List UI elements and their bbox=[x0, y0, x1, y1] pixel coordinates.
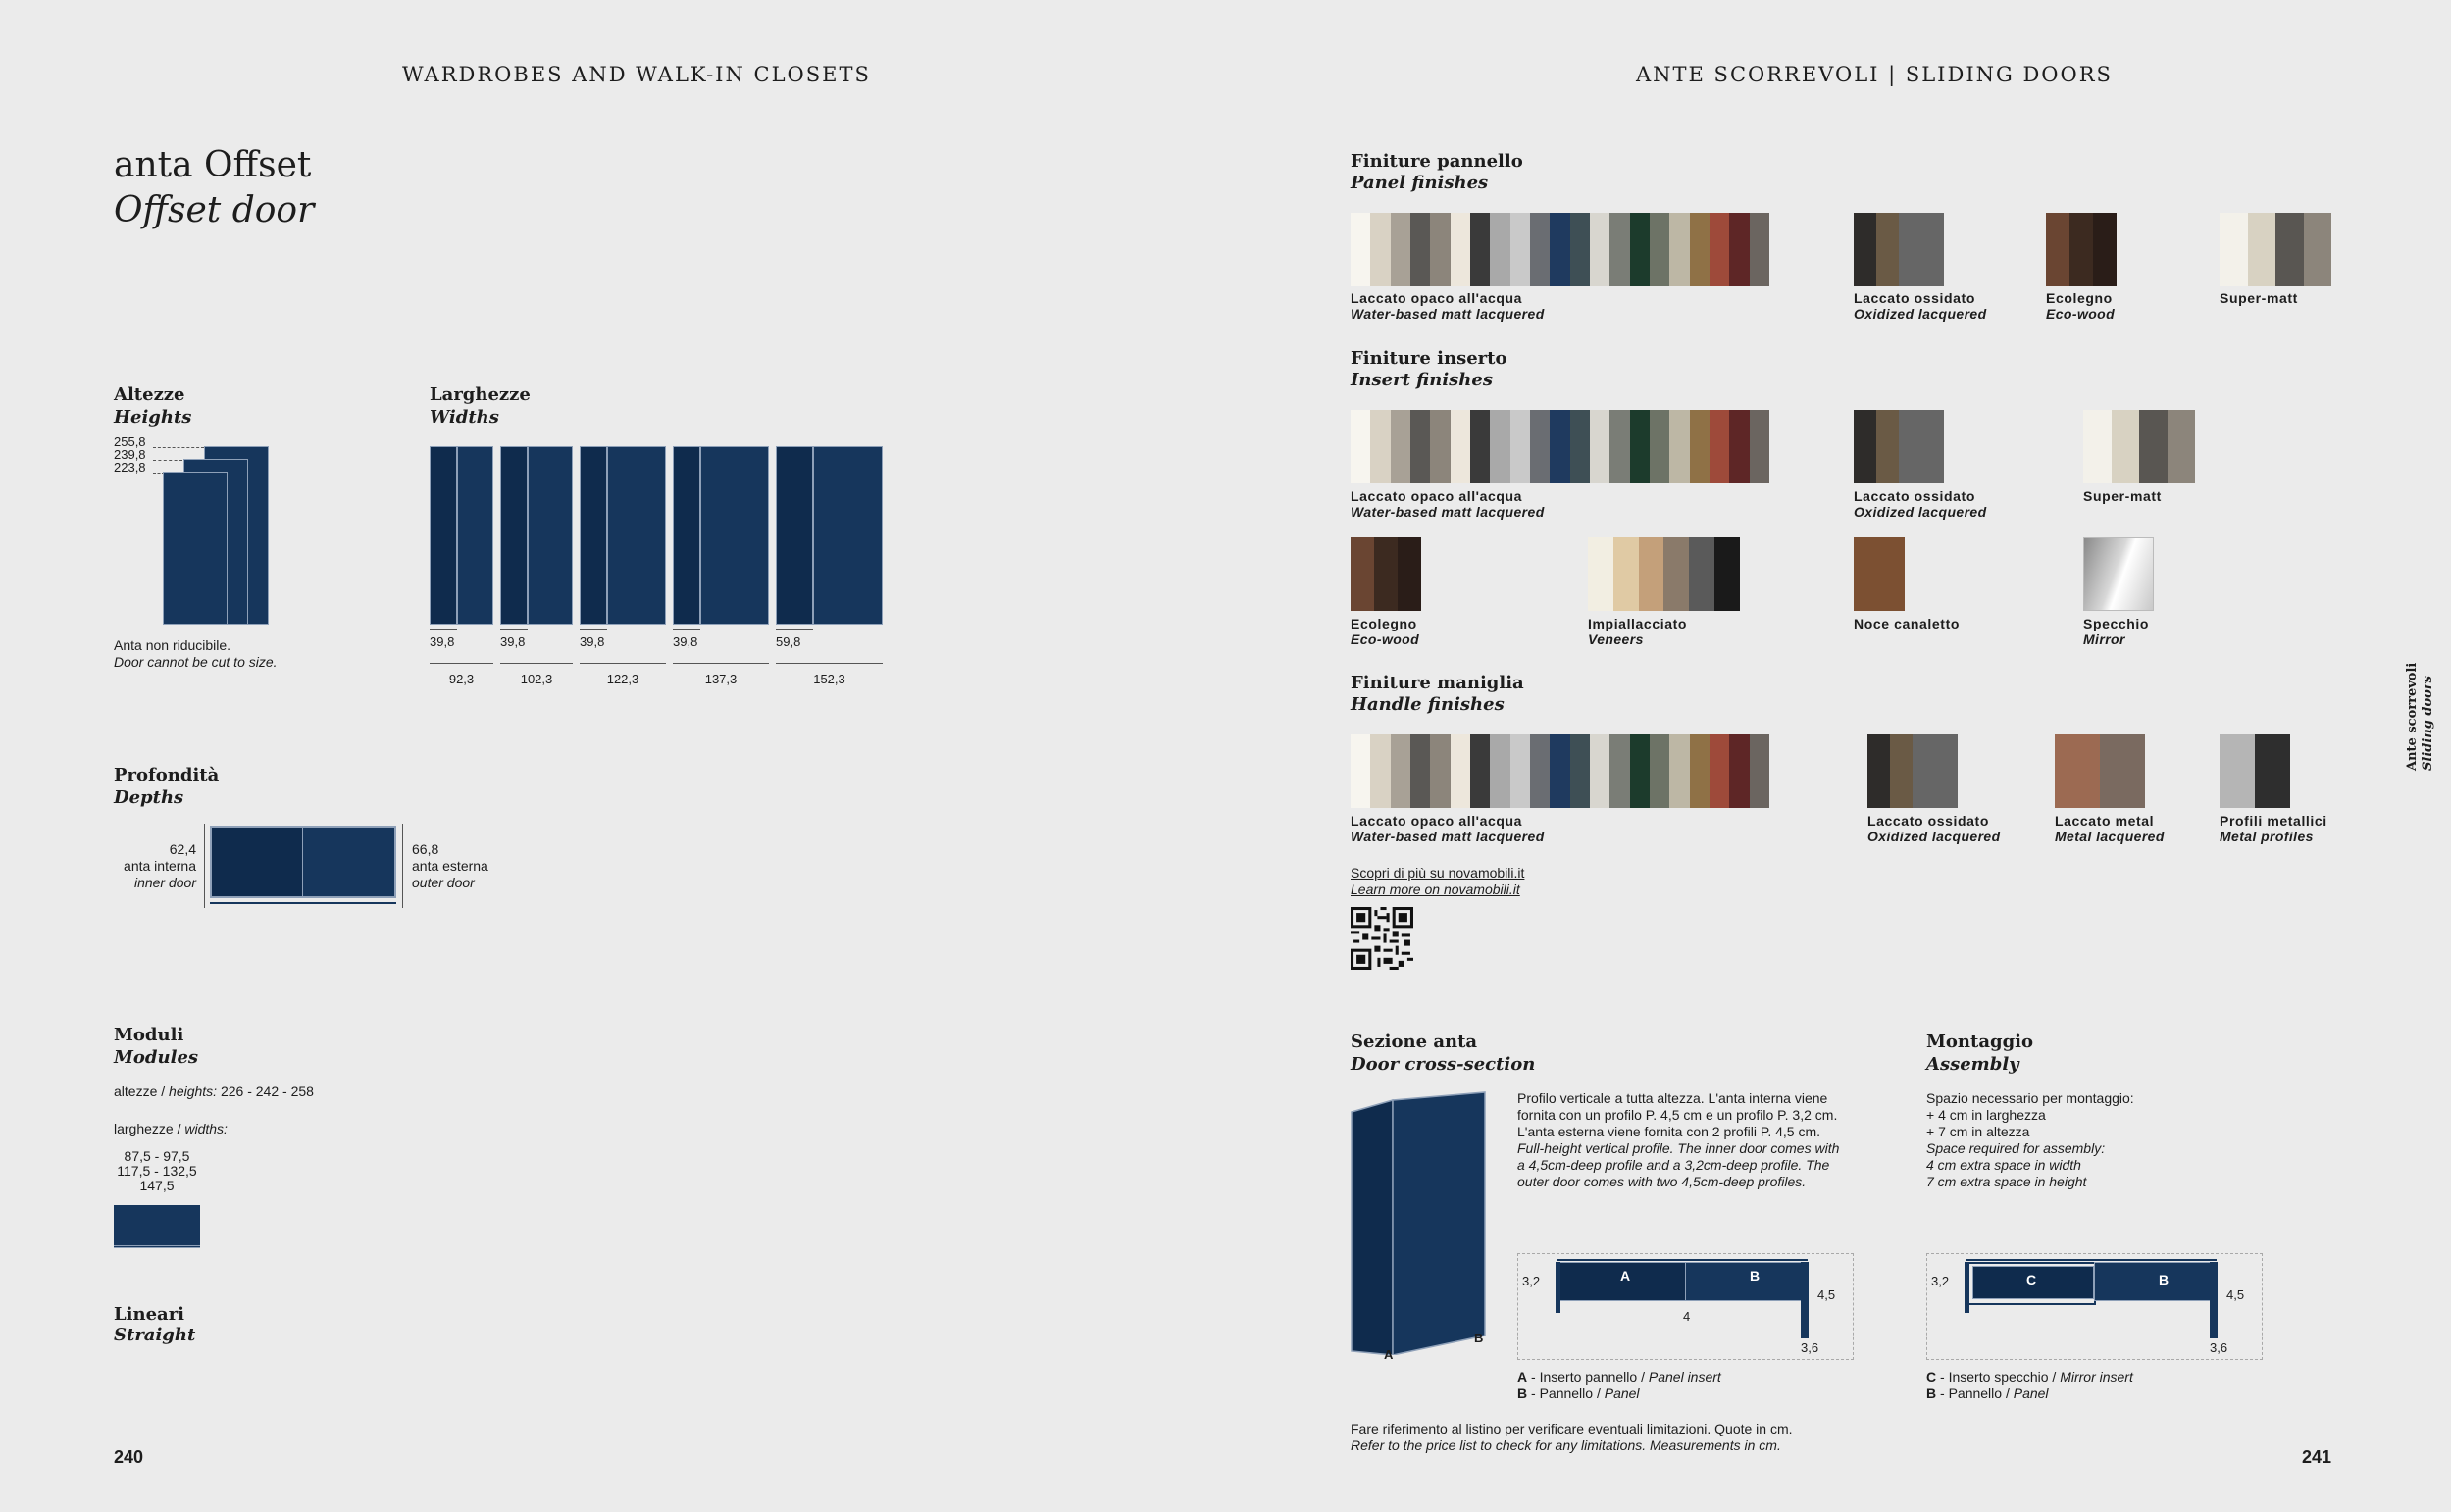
color-swatch bbox=[1710, 734, 1729, 808]
door-height-223 bbox=[163, 472, 228, 625]
color-swatch bbox=[1430, 410, 1450, 483]
swatches-supermatt bbox=[2220, 213, 2331, 286]
assembly-legend bbox=[1926, 1369, 2133, 1402]
color-swatch bbox=[1550, 410, 1569, 483]
color-swatch bbox=[1899, 213, 1921, 286]
assembly-line: Space required for assembly: bbox=[1926, 1140, 2106, 1156]
depths-label: Profondità bbox=[114, 765, 220, 785]
straight-label: Lineari bbox=[114, 1304, 185, 1325]
swatches-lacquer bbox=[1351, 410, 1769, 483]
color-swatch bbox=[1669, 213, 1689, 286]
finish-label: Super-matt bbox=[2083, 488, 2162, 504]
color-swatch bbox=[1590, 213, 1609, 286]
section-desc-en: Full-height vertical profile. The inner door comes with a 4,5cm-deep profile and a 3,2cm-deep profile. The outer door comes with two 4,5cm-deep profiles. bbox=[1517, 1140, 1840, 1189]
panel-label: Finiture pannello bbox=[1351, 151, 1523, 172]
depth-profile bbox=[210, 900, 396, 904]
heights-note bbox=[114, 637, 278, 671]
module-width: 117,5 - 132,5 bbox=[117, 1163, 197, 1179]
swatches-lacquer bbox=[1351, 734, 1769, 808]
color-swatch bbox=[1854, 537, 1905, 611]
outer-width: 122,3 bbox=[580, 663, 666, 686]
letter-a: A bbox=[1384, 1347, 1394, 1362]
side-label-en: Sliding doors bbox=[2421, 676, 2435, 771]
color-swatch bbox=[1663, 537, 1689, 611]
depth-inner bbox=[98, 841, 196, 891]
modules-width-values bbox=[108, 1149, 206, 1193]
plan-letter-c: C bbox=[2026, 1272, 2037, 1287]
color-swatch bbox=[1935, 734, 1958, 808]
color-swatch bbox=[1490, 410, 1509, 483]
finish-label: Specchio Mirror bbox=[2083, 616, 2150, 647]
color-swatch bbox=[1374, 537, 1398, 611]
assembly-text bbox=[1926, 1090, 2134, 1190]
depth-door-block bbox=[210, 826, 396, 898]
door-cross-section-drawing bbox=[1350, 1090, 1487, 1355]
section-legend bbox=[1517, 1369, 1721, 1402]
color-swatch bbox=[1391, 213, 1410, 286]
depth-outer-en: outer door bbox=[412, 875, 475, 890]
assembly-line: + 4 cm in larghezza bbox=[1926, 1107, 2046, 1123]
footer-en: Refer to the price list to check for any limitations. Measurements in cm. bbox=[1351, 1437, 1781, 1453]
color-swatch bbox=[1351, 734, 1370, 808]
color-swatch bbox=[1530, 410, 1550, 483]
legend-en: Panel bbox=[1604, 1386, 1640, 1401]
modules-widths-en: widths: bbox=[184, 1121, 228, 1136]
swatches-profiles bbox=[2220, 734, 2290, 808]
plan-panel-b bbox=[2094, 1262, 2212, 1301]
height-guide bbox=[153, 447, 204, 448]
straight-label-en: Straight bbox=[114, 1325, 196, 1345]
color-swatch bbox=[1609, 213, 1629, 286]
color-swatch bbox=[1650, 213, 1669, 286]
color-swatch bbox=[1490, 734, 1509, 808]
module-width: 87,5 - 97,5 bbox=[124, 1148, 190, 1164]
qr-code-icon[interactable] bbox=[1351, 907, 1413, 970]
color-swatch bbox=[1470, 410, 1490, 483]
footer-note bbox=[1351, 1421, 1793, 1454]
color-swatch bbox=[2275, 213, 2304, 286]
color-swatch bbox=[2220, 734, 2255, 808]
color-swatch bbox=[1890, 734, 1913, 808]
color-swatch bbox=[2112, 410, 2140, 483]
color-swatch bbox=[1876, 410, 1899, 483]
color-swatch bbox=[2083, 410, 2112, 483]
color-swatch bbox=[1451, 410, 1470, 483]
finish-label: Laccato opaco all'acqua Water-based matt lacquered bbox=[1351, 290, 1545, 322]
page-number-left: 240 bbox=[114, 1447, 144, 1467]
legend-it: - Pannello / bbox=[1936, 1386, 2014, 1401]
finish-label: Profili metallici Metal profiles bbox=[2220, 813, 2327, 844]
finish-label: Laccato metal Metal lacquered bbox=[2055, 813, 2165, 844]
finish-label: Ecolegno Eco-wood bbox=[2046, 290, 2116, 322]
finish-label: Laccato ossidato Oxidized lacquered bbox=[1867, 813, 2001, 844]
color-swatch bbox=[1690, 734, 1710, 808]
heights-label: Altezze bbox=[114, 384, 185, 405]
plan-panel-b bbox=[1685, 1262, 1803, 1301]
color-swatch bbox=[1550, 734, 1569, 808]
color-swatch bbox=[1690, 213, 1710, 286]
color-swatch bbox=[1588, 537, 1613, 611]
color-swatch bbox=[1410, 213, 1430, 286]
color-swatch bbox=[1351, 537, 1374, 611]
finish-label: Super-matt bbox=[2220, 290, 2298, 306]
modules-label-en: Modules bbox=[114, 1047, 199, 1068]
assembly-line: 4 cm extra space in width bbox=[1926, 1157, 2081, 1173]
heights-label-en: Heights bbox=[114, 407, 192, 428]
modules-widths bbox=[114, 1121, 228, 1137]
color-swatch bbox=[1729, 734, 1749, 808]
module-width: 147,5 bbox=[139, 1178, 175, 1193]
color-swatch bbox=[1410, 410, 1430, 483]
link-italian[interactable]: Scopri di più su novamobili.it bbox=[1351, 865, 1525, 881]
outer-width: 137,3 bbox=[673, 663, 769, 686]
legend-it: - Inserto pannello / bbox=[1527, 1369, 1649, 1385]
color-swatch bbox=[2046, 213, 2069, 286]
title-english: Offset door bbox=[114, 190, 315, 230]
plan-letter-a: A bbox=[1620, 1268, 1631, 1284]
module-plan-icon bbox=[114, 1205, 200, 1248]
color-swatch bbox=[1510, 410, 1530, 483]
widths-label: Larghezze bbox=[430, 384, 531, 405]
color-swatch bbox=[1398, 537, 1421, 611]
modules-widths-it: larghezze / bbox=[114, 1121, 185, 1136]
assembly-line: 7 cm extra space in height bbox=[1926, 1174, 2087, 1189]
color-swatch bbox=[2100, 734, 2145, 808]
dim-right: 4,5 bbox=[1817, 1287, 1836, 1302]
plan-left-profile bbox=[1965, 1262, 1969, 1313]
dim-left: 3,2 bbox=[1931, 1274, 1950, 1288]
depth-outer bbox=[412, 841, 488, 891]
color-swatch bbox=[1710, 410, 1729, 483]
swatches-metal bbox=[2055, 734, 2145, 808]
modules-label: Moduli bbox=[114, 1025, 184, 1045]
legend-en: Panel bbox=[2013, 1386, 2049, 1401]
finish-label: Ecolegno Eco-wood bbox=[1351, 616, 1420, 647]
color-swatch bbox=[1530, 734, 1550, 808]
outer-width: 92,3 bbox=[430, 663, 493, 686]
color-swatch bbox=[2055, 734, 2100, 808]
outer-width: 152,3 bbox=[776, 663, 883, 686]
color-swatch bbox=[1609, 734, 1629, 808]
color-swatch bbox=[1729, 410, 1749, 483]
color-swatch bbox=[1570, 410, 1590, 483]
color-swatch bbox=[1430, 213, 1450, 286]
legend-it: - Pannello / bbox=[1527, 1386, 1605, 1401]
color-swatch bbox=[1550, 213, 1569, 286]
swatches-veneers bbox=[1588, 537, 1740, 611]
color-swatch bbox=[1609, 410, 1629, 483]
color-swatch bbox=[1729, 213, 1749, 286]
color-swatch bbox=[1913, 734, 1935, 808]
section-plan-box bbox=[1517, 1253, 1854, 1360]
swatches-supermatt bbox=[2083, 410, 2195, 483]
width-door-152 bbox=[776, 446, 883, 625]
inner-width: 39,8 bbox=[673, 629, 700, 649]
depth-outer-value: 66,8 bbox=[412, 841, 439, 857]
color-swatch bbox=[1590, 410, 1609, 483]
color-swatch bbox=[1650, 410, 1669, 483]
side-label-it: Ante scorrevoli bbox=[2405, 662, 2420, 771]
depth-inner-value: 62,4 bbox=[169, 841, 196, 857]
swatches-ecowood bbox=[1351, 537, 1421, 611]
color-swatch bbox=[1510, 734, 1530, 808]
height-value: 223,8 bbox=[114, 460, 146, 475]
assembly-label: Montaggio bbox=[1926, 1032, 2034, 1052]
plan-left-profile bbox=[1556, 1262, 1560, 1313]
color-swatch bbox=[1410, 734, 1430, 808]
handle-label-en: Handle finishes bbox=[1351, 694, 1505, 715]
note-italian: Anta non riducibile. bbox=[114, 637, 231, 653]
dim-left: 3,2 bbox=[1522, 1274, 1541, 1288]
note-english: Door cannot be cut to size. bbox=[114, 654, 278, 670]
color-swatch bbox=[1470, 734, 1490, 808]
width-door-137 bbox=[673, 446, 769, 625]
modules-heights bbox=[114, 1084, 314, 1100]
color-swatch bbox=[2168, 410, 2196, 483]
color-swatch bbox=[1570, 213, 1590, 286]
color-swatch bbox=[2255, 734, 2290, 808]
color-swatch bbox=[1370, 734, 1390, 808]
color-swatch bbox=[1714, 537, 1740, 611]
insert-label-en: Insert finishes bbox=[1351, 370, 1493, 390]
color-swatch bbox=[1867, 734, 1890, 808]
depth-inner-en: inner door bbox=[133, 875, 196, 890]
color-swatch bbox=[2093, 213, 2117, 286]
right-running-header: ANTE SCORREVOLI | SLIDING DOORS bbox=[1636, 63, 2113, 86]
website-link[interactable] bbox=[1351, 865, 1524, 898]
modules-heights-it: altezze / bbox=[114, 1084, 170, 1099]
color-swatch bbox=[1750, 410, 1769, 483]
left-running-header: WARDROBES AND WALK-IN CLOSETS bbox=[402, 63, 871, 86]
width-door-122 bbox=[580, 446, 666, 625]
inner-width: 39,8 bbox=[500, 629, 528, 649]
color-swatch bbox=[2304, 213, 2332, 286]
legend-key: B bbox=[1926, 1386, 1937, 1401]
color-swatch bbox=[1451, 213, 1470, 286]
color-swatch bbox=[2220, 213, 2248, 286]
color-swatch bbox=[1451, 734, 1470, 808]
side-tab bbox=[2405, 662, 2435, 771]
assembly-line: + 7 cm in altezza bbox=[1926, 1124, 2030, 1139]
finish-label: Laccato opaco all'acqua Water-based matt lacquered bbox=[1351, 488, 1545, 520]
width-door-102 bbox=[500, 446, 573, 625]
insert-label: Finiture inserto bbox=[1351, 348, 1507, 369]
plan-letter-b: B bbox=[1750, 1268, 1761, 1284]
widths-label-en: Widths bbox=[430, 407, 499, 428]
color-swatch bbox=[1639, 537, 1664, 611]
swatches-lacquer bbox=[1351, 213, 1769, 286]
color-swatch bbox=[1351, 213, 1370, 286]
legend-key: A bbox=[1517, 1369, 1528, 1385]
swatches-ecowood bbox=[2046, 213, 2117, 286]
plan-letter-b: B bbox=[2159, 1272, 2170, 1287]
dim-gap: 4 bbox=[1683, 1309, 1691, 1324]
color-swatch bbox=[2139, 410, 2168, 483]
finish-label: Noce canaletto bbox=[1854, 616, 1960, 631]
finish-label: Impiallacciato Veneers bbox=[1588, 616, 1687, 647]
color-swatch bbox=[1690, 410, 1710, 483]
color-swatch bbox=[1370, 410, 1390, 483]
legend-it: - Inserto specchio / bbox=[1936, 1369, 2061, 1385]
color-swatch bbox=[1630, 213, 1650, 286]
color-swatch bbox=[1899, 410, 1921, 483]
handle-label: Finiture maniglia bbox=[1351, 673, 1524, 693]
depth-guide bbox=[204, 824, 205, 908]
color-swatch bbox=[1689, 537, 1714, 611]
color-swatch bbox=[1430, 734, 1450, 808]
color-swatch bbox=[1613, 537, 1639, 611]
color-swatch bbox=[1921, 213, 1944, 286]
depth-inner-it: anta interna bbox=[124, 858, 196, 874]
finish-label: Laccato opaco all'acqua Water-based matt lacquered bbox=[1351, 813, 1545, 844]
color-swatch bbox=[1669, 410, 1689, 483]
inner-width: 39,8 bbox=[430, 629, 457, 649]
depths-label-en: Depths bbox=[114, 787, 184, 808]
color-swatch bbox=[1590, 734, 1609, 808]
section-label-en: Door cross-section bbox=[1351, 1054, 1536, 1075]
color-swatch bbox=[1530, 213, 1550, 286]
dim-right: 4,5 bbox=[2226, 1287, 2245, 1302]
color-swatch bbox=[1710, 213, 1729, 286]
height-values bbox=[114, 435, 146, 474]
section-label: Sezione anta bbox=[1351, 1032, 1478, 1052]
swatches-oxidized bbox=[1854, 213, 1944, 286]
modules-heights-values: 226 - 242 - 258 bbox=[220, 1084, 314, 1099]
inner-width: 39,8 bbox=[580, 629, 607, 649]
swatches-oxidized bbox=[1854, 410, 1944, 483]
dim-bottom: 3,6 bbox=[2210, 1340, 2228, 1355]
color-swatch bbox=[1391, 734, 1410, 808]
inner-width: 59,8 bbox=[776, 629, 813, 649]
color-swatch bbox=[1510, 213, 1530, 286]
title-italian: anta Offset bbox=[114, 145, 312, 185]
color-swatch bbox=[1470, 213, 1490, 286]
color-swatch bbox=[1650, 734, 1669, 808]
color-swatch bbox=[1370, 213, 1390, 286]
swatches-oxidized bbox=[1867, 734, 1958, 808]
width-door-92 bbox=[430, 446, 493, 625]
legend-en: Mirror insert bbox=[2060, 1369, 2133, 1385]
color-swatch bbox=[2248, 213, 2276, 286]
outer-width: 102,3 bbox=[500, 663, 573, 686]
color-swatch bbox=[1630, 734, 1650, 808]
link-english[interactable]: Learn more on novamobili.it bbox=[1351, 882, 1520, 897]
page-number-right: 241 bbox=[2302, 1447, 2332, 1467]
color-swatch bbox=[1750, 734, 1769, 808]
color-swatch bbox=[2069, 213, 2093, 286]
depth-guide bbox=[402, 824, 403, 908]
color-swatch bbox=[1630, 410, 1650, 483]
color-swatch bbox=[1490, 213, 1509, 286]
finish-label: Laccato ossidato Oxidized lacquered bbox=[1854, 290, 1987, 322]
height-value: 255,8 bbox=[114, 434, 146, 449]
assembly-line: Spazio necessario per montaggio: bbox=[1926, 1090, 2134, 1106]
color-swatch bbox=[1876, 213, 1899, 286]
legend-key: B bbox=[1517, 1386, 1528, 1401]
color-swatch bbox=[1351, 410, 1370, 483]
color-swatch bbox=[1750, 213, 1769, 286]
dim-bottom: 3,6 bbox=[1801, 1340, 1819, 1355]
assembly-label-en: Assembly bbox=[1926, 1054, 2019, 1075]
panel-label-en: Panel finishes bbox=[1351, 173, 1489, 193]
legend-key: C bbox=[1926, 1369, 1937, 1385]
modules-heights-en: heights: bbox=[169, 1084, 221, 1099]
legend-en: Panel insert bbox=[1648, 1369, 1721, 1385]
swatches-noce bbox=[1854, 537, 1905, 611]
color-swatch bbox=[1570, 734, 1590, 808]
letter-b: B bbox=[1474, 1331, 1484, 1345]
color-swatch bbox=[1921, 410, 1944, 483]
plan-side-profile bbox=[2210, 1262, 2218, 1338]
color-swatch bbox=[1669, 734, 1689, 808]
height-guide bbox=[153, 460, 182, 461]
color-swatch bbox=[1391, 410, 1410, 483]
color-swatch bbox=[1854, 213, 1876, 286]
finish-label: Laccato ossidato Oxidized lacquered bbox=[1854, 488, 1987, 520]
plan-side-profile bbox=[1801, 1262, 1809, 1338]
color-swatch bbox=[1854, 410, 1876, 483]
footer-it: Fare riferimento al listino per verificare eventuali limitazioni. Quote in cm. bbox=[1351, 1421, 1793, 1436]
height-value: 239,8 bbox=[114, 447, 146, 462]
swatch-mirror bbox=[2083, 537, 2154, 611]
depth-outer-it: anta esterna bbox=[412, 858, 488, 874]
assembly-plan-box bbox=[1926, 1253, 2263, 1360]
section-desc-it: Profilo verticale a tutta altezza. L'anta interna viene fornita con un profilo P. 4,5 cm e un profilo P. 3,2 cm. L'anta esterna viene fornita con 2 profili P. 4,5 cm. bbox=[1517, 1090, 1838, 1139]
section-description bbox=[1517, 1090, 1851, 1190]
